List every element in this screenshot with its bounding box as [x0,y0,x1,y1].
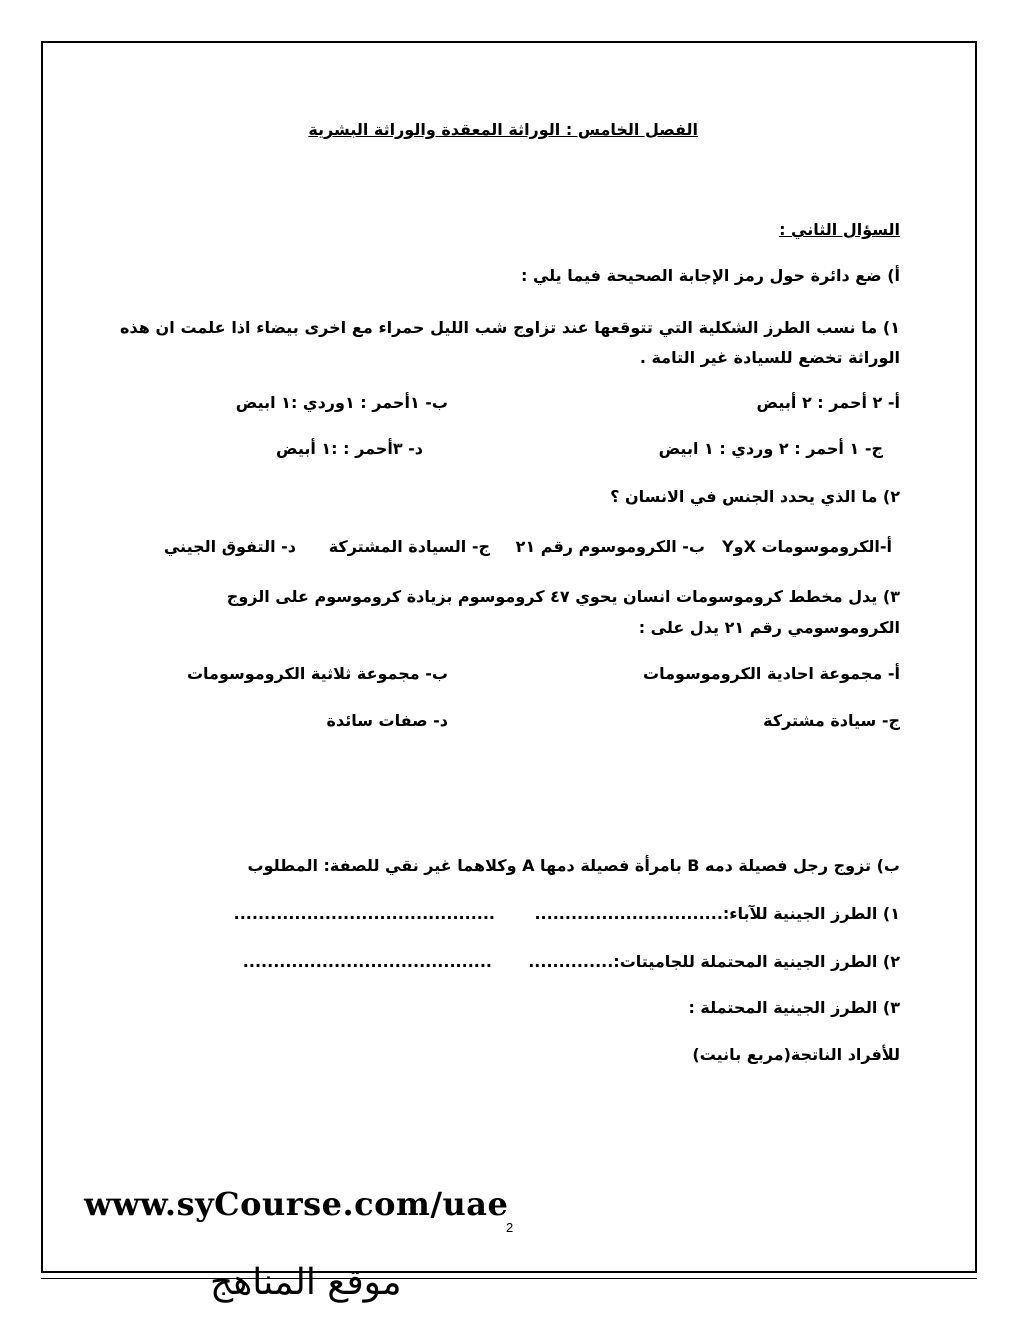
q2-option-b[interactable]: ب- الكروموسوم رقم ٢١ [515,537,705,556]
part-b-item2-blank[interactable]: ......................................... [242,952,492,971]
part-b-item1: ١) الطرز الجينية للآباء:............................... [534,904,900,923]
part-b-item2: ٢) الطرز الجينية المحتملة للجاميتات:.............. [528,952,900,971]
chapter-title: الفصل الخامس : الوراثة المعقدة والوراثة البشرية [308,120,698,139]
q3-option-a[interactable]: أ- مجموعة احادية الكروموسومات [643,664,900,683]
q1-option-b[interactable]: ب- ١أحمر : ١وردي :١ ابيض [235,393,448,412]
q2-option-a[interactable]: أ-الكروموسومات XوY [722,537,892,556]
q3-option-d[interactable]: د- صفات سائدة [326,711,448,730]
q2-option-c[interactable]: ج- السيادة المشتركة [328,537,490,556]
q1-option-d[interactable]: د- ٣أحمر : :١ أبيض [275,439,423,458]
page-number: 2 [506,1220,514,1235]
site-name: موقع المناهج [210,1262,402,1303]
q2-text: ٢) ما الذي يحدد الجنس في الانسان ؟ [610,487,900,506]
q3-option-c[interactable]: ج- سيادة مشتركة [763,711,900,730]
q3-option-b[interactable]: ب- مجموعة ثلاثية الكروموسومات [186,664,448,683]
q2-option-d[interactable]: د- التفوق الجيني [163,537,296,556]
part-b-item1-blank[interactable]: ........................................... [233,904,495,923]
page-border-bottom-line [41,1278,977,1279]
footer-url[interactable]: www.syCourse.com/uae [84,1185,509,1223]
q3-line1: ٣) يدل مخطط كروموسومات انسان يحوي ٤٧ كروموسوم بزيادة كروموسوم على الزوج [226,587,900,606]
q1-text: ١) ما نسب الطرز الشكلية التي تتوقعها عند تزاوج شب الليل حمراء مع اخرى بيضاء اذا علمت ان هذه الوراثة تخضع للسيادة غير التامة . [120,318,900,367]
q1-option-c[interactable]: ج- ١ أحمر : ٢ وردي : ١ ابيض [658,439,883,458]
part-a-instruction: أ) ضع دائرة حول رمز الإجابة الصحيحة فيما يلي : [520,266,900,285]
q1-option-a[interactable]: أ- ٢ أحمر : ٢ أبيض [756,393,900,412]
part-b-item3-note: للأفراد الناتجة(مربع بانيت) [692,1045,900,1064]
part-b-intro: ب) تزوج رجل فصيلة دمه B بامرأة فصيلة دمها A وكلاهما غير نقي للصفة: المطلوب [247,856,900,875]
part-b-item3: ٣) الطرز الجينية المحتملة : [688,998,900,1017]
question-heading: السؤال الثاني : [779,220,900,239]
q3-line2: الكروموسومي رقم ٢١ يدل على : [638,618,900,637]
